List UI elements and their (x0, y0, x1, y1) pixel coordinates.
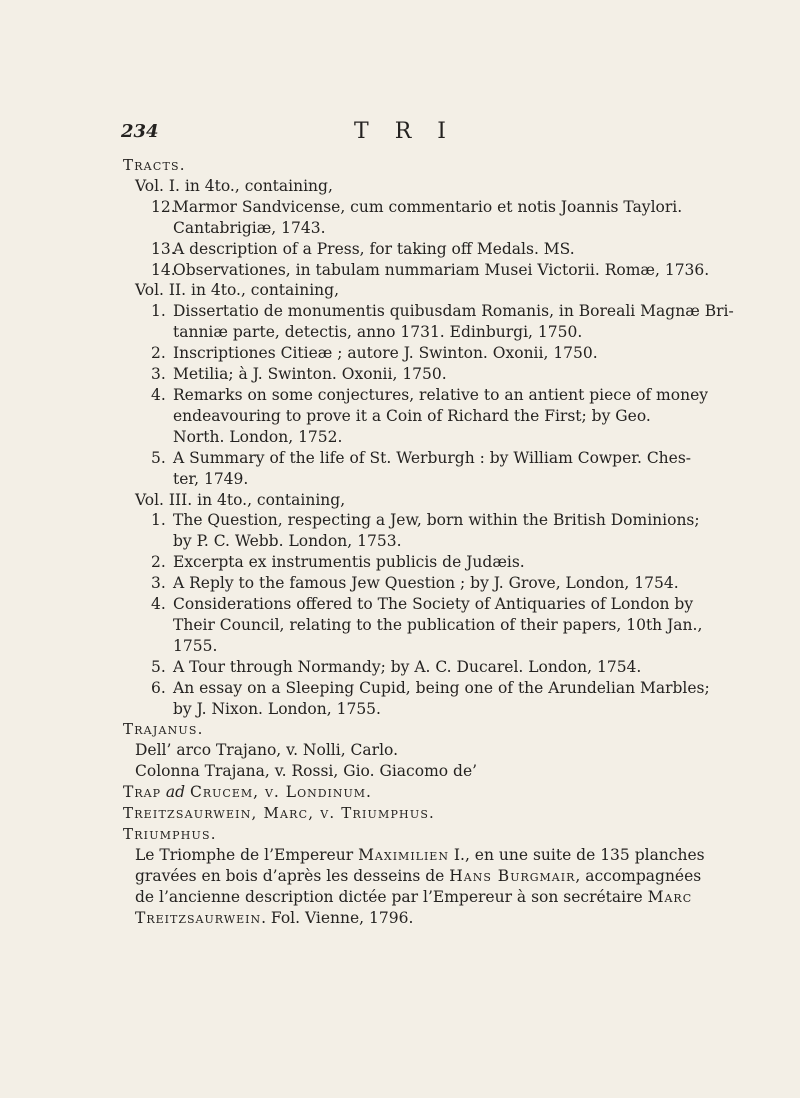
page-header (0, 121, 800, 147)
entry-heading-triumphus: Triumphus. (123, 825, 217, 843)
list-item (123, 552, 723, 573)
trap-heading-word: Trap (123, 783, 161, 802)
item-text: Metilia; à J. Swinton. Oxonii, 1750. (173, 365, 447, 384)
volume-label: Vol. I. in 4to., containing, (135, 176, 333, 195)
list-item (123, 657, 723, 678)
list-item-continuation (123, 406, 723, 427)
list-item (123, 239, 723, 260)
item-text: by J. Nixon. London, 1755. (173, 699, 381, 718)
item-list-vol3 (123, 510, 723, 719)
list-item-continuation (123, 636, 723, 657)
cross-reference-line: Dell’ arco Trajano, v. Nolli, Carlo. (135, 741, 399, 760)
item-number: 5. (151, 448, 166, 467)
volume-label: Vol. II. in 4to., containing, (135, 281, 340, 300)
text: de l’ancienne description dictée par l’Empereur à son secrétaire (135, 887, 648, 906)
item-text: An essay on a Sleeping Cupid, being one of the Arundelian Marbles; (173, 678, 710, 697)
page-number: 234 (121, 121, 159, 142)
item-number: 3. (151, 365, 166, 384)
item-number: 6. (151, 678, 166, 697)
triumphus-line (123, 866, 723, 887)
list-item (123, 385, 723, 406)
page-body (123, 155, 734, 929)
item-text: Their Council, relating to the publication of their papers, 10th Jan., (173, 615, 703, 634)
item-list-vol1 (123, 197, 723, 281)
cross-reference-line: Colonna Trajana, v. Rossi, Gio. Giacomo de’ (135, 762, 478, 781)
list-item-continuation (123, 469, 723, 490)
item-text: by P. C. Webb. London, 1753. (173, 532, 402, 551)
volume-label: Vol. III. in 4to., containing, (135, 490, 346, 509)
text: gravées en bois d’après les desseins de (135, 866, 450, 885)
item-text: Cantabrigiæ, 1743. (173, 218, 326, 237)
item-number: 1. (151, 302, 166, 321)
item-number: 12. (151, 197, 176, 216)
entry-heading-tracts: Tracts. (123, 156, 186, 174)
item-number: 2. (151, 553, 166, 572)
list-item-continuation (123, 615, 723, 636)
item-text: The Question, respecting a Jew, born within the British Dominions; (173, 511, 700, 530)
list-item (123, 678, 723, 699)
item-text: Marmor Sandvicense, cum commentario et notis Joannis Taylori. (173, 197, 683, 216)
triumphus-line (123, 887, 723, 908)
list-item (123, 573, 723, 594)
list-item (123, 343, 723, 364)
text: , accompagnées (575, 866, 702, 885)
list-item (123, 301, 734, 322)
item-list-vol2 (123, 301, 734, 489)
person-name: Marc (647, 887, 693, 906)
triumphus-line (123, 908, 723, 929)
list-item (123, 197, 723, 218)
item-text: A Tour through Normandy; by A. C. Ducarel. London, 1754. (173, 657, 642, 676)
item-text: Excerpta ex instrumentis publicis de Judæis. (173, 553, 525, 572)
item-text: A description of a Press, for taking off Medals. MS. (173, 239, 575, 258)
entry-heading-trajanus: Trajanus. (123, 720, 204, 739)
item-text: Considerations offered to The Society of Antiquaries of London by (173, 595, 694, 614)
item-text: Inscriptiones Citieæ ; autore J. Swinton. Oxonii, 1750. (173, 344, 598, 363)
item-number: 5. (151, 657, 166, 676)
item-number: 3. (151, 574, 166, 593)
item-number: 4. (151, 385, 166, 404)
text: Le Triomphe de l’Empereur (135, 845, 359, 864)
list-item-continuation (123, 322, 723, 343)
item-number: 14. (151, 260, 176, 279)
item-text: Remarks on some conjectures, relative to an antient piece of money (173, 385, 708, 404)
text: . Fol. Vienne, 1796. (261, 908, 414, 927)
item-text: tanniæ parte, detectis, anno 1731. Edinburgi, 1750. (173, 323, 583, 342)
triumphus-line (123, 845, 723, 866)
list-item (123, 260, 723, 281)
item-number: 1. (151, 511, 166, 530)
entry-heading-trap (123, 782, 723, 803)
item-text: Observationes, in tabulam nummariam Musei Victorii. Romæ, 1736. (173, 260, 710, 279)
item-text: A Summary of the life of St. Werburgh : by William Cowper. Ches- (173, 448, 692, 467)
item-text: endeavouring to prove it a Coin of Richard the First; by Geo. (173, 406, 651, 425)
item-number: 4. (151, 595, 166, 614)
list-item (123, 364, 723, 385)
item-number: 2. (151, 344, 166, 363)
list-item-continuation (123, 427, 723, 448)
list-item (123, 594, 723, 615)
list-item-continuation (123, 699, 723, 720)
list-item-continuation (123, 218, 723, 239)
text: I., en une suite de 135 planches (448, 845, 705, 864)
list-item (123, 510, 723, 531)
list-item (123, 448, 723, 469)
trap-heading-ad: ad (165, 783, 186, 802)
person-name: Maximilien (358, 845, 449, 864)
person-name: Treitzsaurwein (135, 908, 262, 927)
running-title: TRI (354, 119, 472, 144)
item-text: Dissertatio de monumentis quibusdam Romanis, in Boreali Magnæ Bri- (173, 302, 734, 321)
trap-heading-ref: Crucem, v. Londinum. (190, 783, 372, 802)
item-number: 13. (151, 239, 176, 258)
item-text: 1755. (173, 636, 218, 655)
entry-heading-treitzsaurwein: Treitzsaurwein, Marc, v. Triumphus. (123, 804, 436, 823)
item-text: A Reply to the famous Jew Question ; by J. Grove, London, 1754. (173, 574, 679, 593)
list-item-continuation (123, 531, 723, 552)
item-text: ter, 1749. (173, 469, 249, 488)
person-name: Hans Burgmair (449, 866, 576, 885)
item-text: North. London, 1752. (173, 427, 343, 446)
